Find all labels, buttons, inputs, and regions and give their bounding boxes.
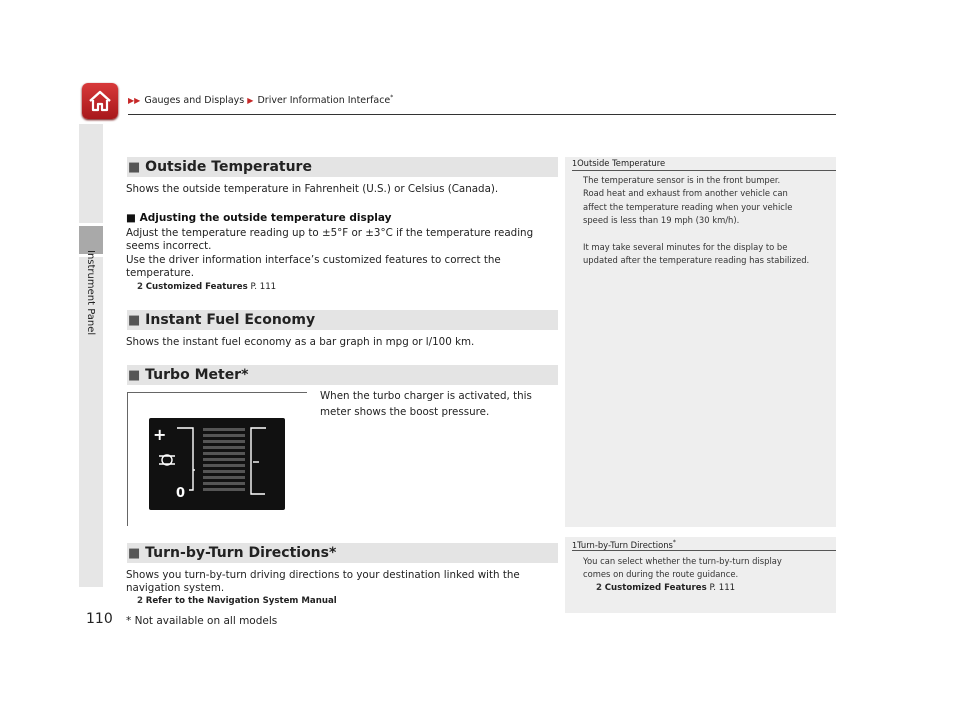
note-line: comes on during the route guidance.: [583, 569, 739, 580]
note-body: [583, 555, 833, 582]
section-square-icon: ■: [128, 313, 141, 328]
note-divider: [572, 170, 836, 171]
side-tab-label: Instrument Panel: [85, 250, 96, 336]
breadcrumb-gauges[interactable]: Gauges and Displays: [144, 95, 245, 107]
section-header-instant-fuel: [127, 310, 558, 330]
home-icon: [87, 88, 113, 114]
footnote-star: *: [241, 367, 249, 383]
paragraph-line: Shows you turn-by-turn driving directions to your destination linked with the: [126, 569, 520, 581]
section-title: Turbo Meter: [145, 367, 242, 383]
crossref-arrow-icon: 2: [596, 583, 602, 593]
crossref-navigation-manual[interactable]: 2 Refer to the Navigation System Manual: [137, 596, 337, 606]
footnote-star: *: [390, 94, 394, 101]
paragraph-line: meter shows the boost pressure.: [320, 406, 490, 418]
note-line: affect the temperature reading when your vehicle: [583, 201, 793, 212]
crossref-arrow-icon: 2: [137, 596, 143, 606]
subheading: ■ Adjusting the outside temperature display: [126, 212, 392, 224]
note-body: [583, 174, 833, 268]
section-square-icon: ■: [128, 368, 141, 383]
section-title: Outside Temperature: [145, 159, 312, 175]
home-button[interactable]: [82, 83, 118, 119]
gauge-plus: +: [153, 425, 167, 444]
side-tab-top: [79, 124, 103, 223]
crossref-arrow-icon: 2: [137, 282, 143, 292]
breadcrumb-dii[interactable]: Driver Information Interface: [257, 95, 391, 107]
header-divider: [128, 114, 836, 115]
turbo-meter-image: [149, 418, 285, 510]
footnote: * Not available on all models: [126, 615, 278, 627]
section-header-turn-by-turn: [127, 543, 558, 563]
footnote-star: *: [328, 545, 337, 561]
section-title: Turn-by-Turn Directions: [145, 545, 329, 561]
note-line: The temperature sensor is in the front bumper.: [583, 175, 781, 185]
section-header-turbo: [127, 365, 558, 385]
breadcrumb: [128, 94, 393, 106]
paragraph-line: Use the driver information interface’s customized features to correct the: [126, 254, 501, 266]
turbo-icon: [159, 455, 175, 465]
note-line: You can select whether the turn-by-turn display: [583, 556, 782, 566]
section-square-icon: ■: [128, 160, 141, 175]
note-line: It may take several minutes for the display to be: [583, 242, 788, 253]
note-line: Road heat and exhaust from another vehicle can: [583, 188, 788, 199]
paragraph: Shows the instant fuel economy as a bar graph in mpg or l/100 km.: [126, 336, 475, 348]
crossref-customized-features[interactable]: 2 Customized Features P. 111: [137, 282, 277, 292]
paragraph: Shows the outside temperature in Fahrenheit (U.S.) or Celsius (Canada).: [126, 183, 499, 195]
page-number: 110: [86, 611, 113, 627]
section-header-outside-temperature: [127, 157, 558, 177]
note-line: speed is less than 19 mph (30 km/h).: [583, 215, 740, 226]
section-square-icon: ■: [128, 546, 141, 561]
breadcrumb-arrow-icon: ▶: [247, 96, 254, 106]
crossref-customized-features-note[interactable]: 2 Customized Features P. 111: [596, 583, 736, 593]
breadcrumb-arrow-icon: ▶▶: [128, 96, 141, 106]
note-line: updated after the temperature reading has stabilized.: [583, 255, 810, 266]
note-divider: [572, 550, 836, 551]
note-line: [583, 228, 833, 241]
subheading-square-icon: ■: [126, 212, 136, 224]
section-title: Instant Fuel Economy: [145, 312, 316, 328]
paragraph-line: seems incorrect.: [126, 240, 212, 252]
paragraph-line: navigation system.: [126, 582, 225, 594]
gauge-zero: 0: [176, 486, 186, 501]
paragraph-line: Adjust the temperature reading up to ±5°F or ±3°C if the temperature reading: [126, 227, 534, 239]
paragraph-line: When the turbo charger is activated, this: [320, 390, 532, 402]
note-title: 1Outside Temperature: [572, 158, 666, 168]
note-title: 1Turn-by-Turn Directions*: [572, 539, 676, 550]
paragraph-line: temperature.: [126, 267, 194, 279]
